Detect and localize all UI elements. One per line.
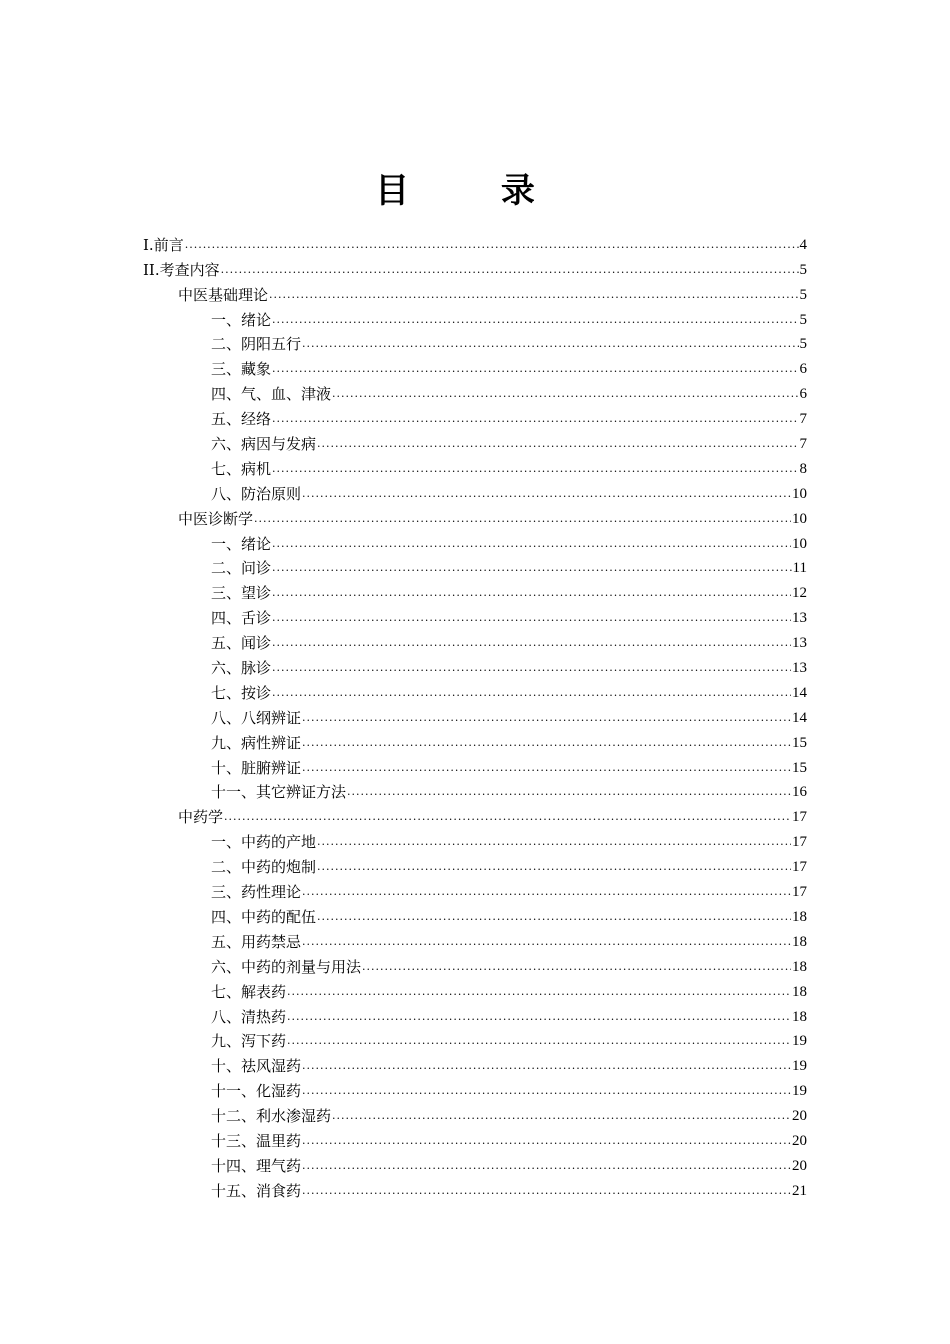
toc-entry-page-number: 18 [792, 958, 807, 975]
toc-entry[interactable] [143, 826, 807, 851]
toc-entry[interactable] [143, 926, 807, 951]
toc-entry[interactable] [143, 1150, 807, 1175]
toc-entry-page-number: 15 [792, 734, 807, 751]
toc-dot-leader [302, 1132, 791, 1150]
toc-dot-leader [302, 883, 791, 901]
toc-dot-leader [332, 1107, 791, 1125]
toc-entry-label: 十、脏腑辨证 [211, 758, 302, 777]
toc-dot-leader [287, 1032, 791, 1050]
toc-entry-label: 六、病因与发病 [211, 435, 317, 454]
toc-entry-label: 中药学 [178, 808, 224, 827]
toc-dot-leader [332, 385, 798, 403]
toc-entry[interactable] [143, 1075, 807, 1100]
toc-entry-page-number: 19 [792, 1033, 807, 1050]
toc-entry-label: 一、绪论 [211, 534, 272, 553]
toc-entry-page-number: 13 [792, 610, 807, 627]
toc-entry-label: 一、中药的产地 [211, 833, 317, 852]
toc-entry-label: 十、祛风湿药 [211, 1057, 302, 1076]
toc-dot-leader [221, 261, 799, 279]
toc-entry[interactable] [143, 602, 807, 627]
toc-entry[interactable] [143, 777, 807, 802]
toc-entry-label: 一、绪论 [211, 310, 272, 329]
toc-entry[interactable] [143, 279, 807, 304]
toc-entry[interactable] [143, 951, 807, 976]
toc-entry-page-number: 20 [792, 1108, 807, 1125]
toc-entry[interactable] [143, 254, 807, 279]
page-title: 目 录 [375, 171, 575, 211]
toc-entry[interactable] [143, 1175, 807, 1200]
toc-entry-page-number: 10 [792, 510, 807, 527]
toc-entry-label: 十一、化湿药 [211, 1082, 302, 1101]
toc-entry[interactable] [143, 478, 807, 503]
toc-dot-leader [272, 584, 791, 602]
toc-dot-leader [317, 908, 791, 926]
toc-dot-leader [302, 1182, 791, 1200]
toc-entry[interactable] [143, 577, 807, 602]
toc-entry[interactable] [143, 528, 807, 553]
toc-entry-page-number: 15 [792, 759, 807, 776]
toc-dot-leader [302, 1082, 791, 1100]
toc-entry[interactable] [143, 901, 807, 926]
toc-dot-leader [287, 1008, 791, 1026]
toc-entry-page-number: 4 [799, 236, 807, 253]
toc-dot-leader [272, 559, 792, 577]
toc-entry-page-number: 17 [792, 859, 807, 876]
toc-dot-leader [317, 858, 791, 876]
toc-dot-leader [272, 460, 798, 478]
toc-entry-label: 四、中药的配伍 [211, 907, 317, 926]
toc-entry-page-number: 17 [792, 834, 807, 851]
toc-entry-label: 中医诊断学 [178, 509, 254, 528]
toc-entry[interactable] [143, 1100, 807, 1125]
toc-dot-leader [185, 236, 799, 254]
toc-entry-label: 八、清热药 [211, 1007, 287, 1026]
toc-entry-page-number: 5 [799, 286, 807, 303]
toc-entry-label: 九、泻下药 [211, 1032, 287, 1051]
toc-entry-label: 二、中药的炮制 [211, 858, 317, 877]
toc-entry-page-number: 13 [792, 660, 807, 677]
table-of-contents [143, 229, 807, 1200]
toc-entry-page-number: 17 [792, 884, 807, 901]
toc-dot-leader [302, 1057, 791, 1075]
toc-entry-page-number: 7 [799, 411, 807, 428]
toc-dot-leader [272, 609, 791, 627]
toc-dot-leader [272, 311, 798, 329]
toc-dot-leader [272, 634, 791, 652]
toc-dot-leader [302, 734, 791, 752]
toc-entry[interactable] [143, 403, 807, 428]
toc-dot-leader [254, 510, 791, 528]
toc-entry-label: 三、望诊 [211, 584, 272, 603]
toc-entry-label: I.前言 [143, 235, 184, 254]
toc-entry-label: 十二、利水渗湿药 [211, 1107, 332, 1126]
toc-entry-page-number: 12 [792, 585, 807, 602]
toc-entry-label: 五、闻诊 [211, 634, 272, 653]
toc-entry-label: II.考查内容 [143, 260, 220, 279]
toc-entry[interactable] [143, 801, 807, 826]
toc-dot-leader [302, 709, 791, 727]
toc-entry-page-number: 18 [792, 908, 807, 925]
toc-entry-page-number: 20 [792, 1157, 807, 1174]
toc-entry[interactable] [143, 752, 807, 777]
toc-entry-label: 三、藏象 [211, 360, 272, 379]
toc-entry-label: 七、按诊 [211, 683, 272, 702]
toc-entry-label: 九、病性辨证 [211, 733, 302, 752]
toc-entry-label: 三、药性理论 [211, 883, 302, 902]
toc-entry-label: 十五、消食药 [211, 1181, 302, 1200]
toc-dot-leader [302, 759, 791, 777]
toc-entry-label: 五、经络 [211, 410, 272, 429]
toc-entry[interactable] [143, 976, 807, 1001]
toc-entry[interactable] [143, 1026, 807, 1051]
toc-entry[interactable] [143, 1050, 807, 1075]
toc-entry[interactable] [143, 304, 807, 329]
toc-entry-label: 七、解表药 [211, 982, 287, 1001]
toc-dot-leader [272, 535, 791, 553]
toc-entry-page-number: 18 [792, 933, 807, 950]
toc-dot-leader [302, 335, 798, 353]
toc-dot-leader [272, 410, 798, 428]
toc-dot-leader [272, 684, 791, 702]
toc-entry-page-number: 5 [799, 336, 807, 353]
toc-entry[interactable] [143, 652, 807, 677]
toc-entry[interactable] [143, 428, 807, 453]
toc-dot-leader [269, 286, 798, 304]
toc-entry-page-number: 10 [792, 485, 807, 502]
toc-entry[interactable] [143, 677, 807, 702]
toc-dot-leader [347, 783, 791, 801]
toc-entry-page-number: 18 [792, 983, 807, 1000]
toc-entry-page-number: 11 [792, 560, 807, 577]
toc-entry-label: 八、防治原则 [211, 484, 302, 503]
toc-entry-label: 六、脉诊 [211, 659, 272, 678]
toc-entry[interactable] [143, 627, 807, 652]
toc-entry[interactable] [143, 1001, 807, 1026]
toc-entry-label: 十一、其它辨证方法 [211, 783, 347, 802]
toc-entry[interactable] [143, 353, 807, 378]
toc-entry[interactable] [143, 727, 807, 752]
toc-dot-leader [317, 833, 791, 851]
toc-entry[interactable] [143, 553, 807, 578]
toc-dot-leader [302, 485, 791, 503]
toc-entry-page-number: 14 [792, 684, 807, 701]
toc-dot-leader [287, 983, 791, 1001]
toc-entry-label: 七、病机 [211, 459, 272, 478]
toc-entry-page-number: 7 [799, 436, 807, 453]
toc-entry-label: 五、用药禁忌 [211, 932, 302, 951]
toc-dot-leader [272, 360, 798, 378]
toc-dot-leader [302, 1157, 791, 1175]
toc-entry-page-number: 19 [792, 1083, 807, 1100]
toc-entry-page-number: 19 [792, 1058, 807, 1075]
toc-dot-leader [272, 659, 791, 677]
toc-entry-page-number: 8 [799, 460, 807, 477]
toc-entry-label: 十四、理气药 [211, 1156, 302, 1175]
toc-entry-label: 八、八纲辨证 [211, 708, 302, 727]
toc-entry[interactable] [143, 229, 807, 254]
toc-dot-leader [362, 958, 791, 976]
toc-entry[interactable] [143, 1125, 807, 1150]
toc-entry-page-number: 14 [792, 709, 807, 726]
toc-entry[interactable] [143, 876, 807, 901]
toc-entry[interactable] [143, 378, 807, 403]
toc-entry-label: 中医基础理论 [178, 285, 269, 304]
toc-entry-page-number: 5 [799, 261, 807, 278]
toc-entry[interactable] [143, 329, 807, 354]
toc-entry[interactable] [143, 453, 807, 478]
toc-entry-page-number: 20 [792, 1132, 807, 1149]
toc-entry-label: 二、问诊 [211, 559, 272, 578]
toc-dot-leader [302, 933, 791, 951]
toc-entry-label: 二、阴阳五行 [211, 335, 302, 354]
toc-entry-label: 十三、温里药 [211, 1131, 302, 1150]
toc-entry-page-number: 17 [792, 809, 807, 826]
toc-entry[interactable] [143, 851, 807, 876]
toc-entry-label: 四、气、血、津液 [211, 385, 332, 404]
toc-entry-page-number: 13 [792, 635, 807, 652]
toc-entry-page-number: 10 [792, 535, 807, 552]
toc-entry[interactable] [143, 702, 807, 727]
toc-entry-page-number: 16 [792, 784, 807, 801]
toc-entry-label: 四、舌诊 [211, 609, 272, 628]
toc-entry-label: 六、中药的剂量与用法 [211, 957, 362, 976]
toc-dot-leader [224, 808, 791, 826]
toc-entry-page-number: 6 [799, 361, 807, 378]
toc-entry-page-number: 21 [792, 1182, 807, 1199]
toc-dot-leader [317, 435, 798, 453]
toc-entry-page-number: 5 [799, 311, 807, 328]
toc-entry-page-number: 18 [792, 1008, 807, 1025]
toc-entry-page-number: 6 [799, 386, 807, 403]
toc-entry[interactable] [143, 503, 807, 528]
